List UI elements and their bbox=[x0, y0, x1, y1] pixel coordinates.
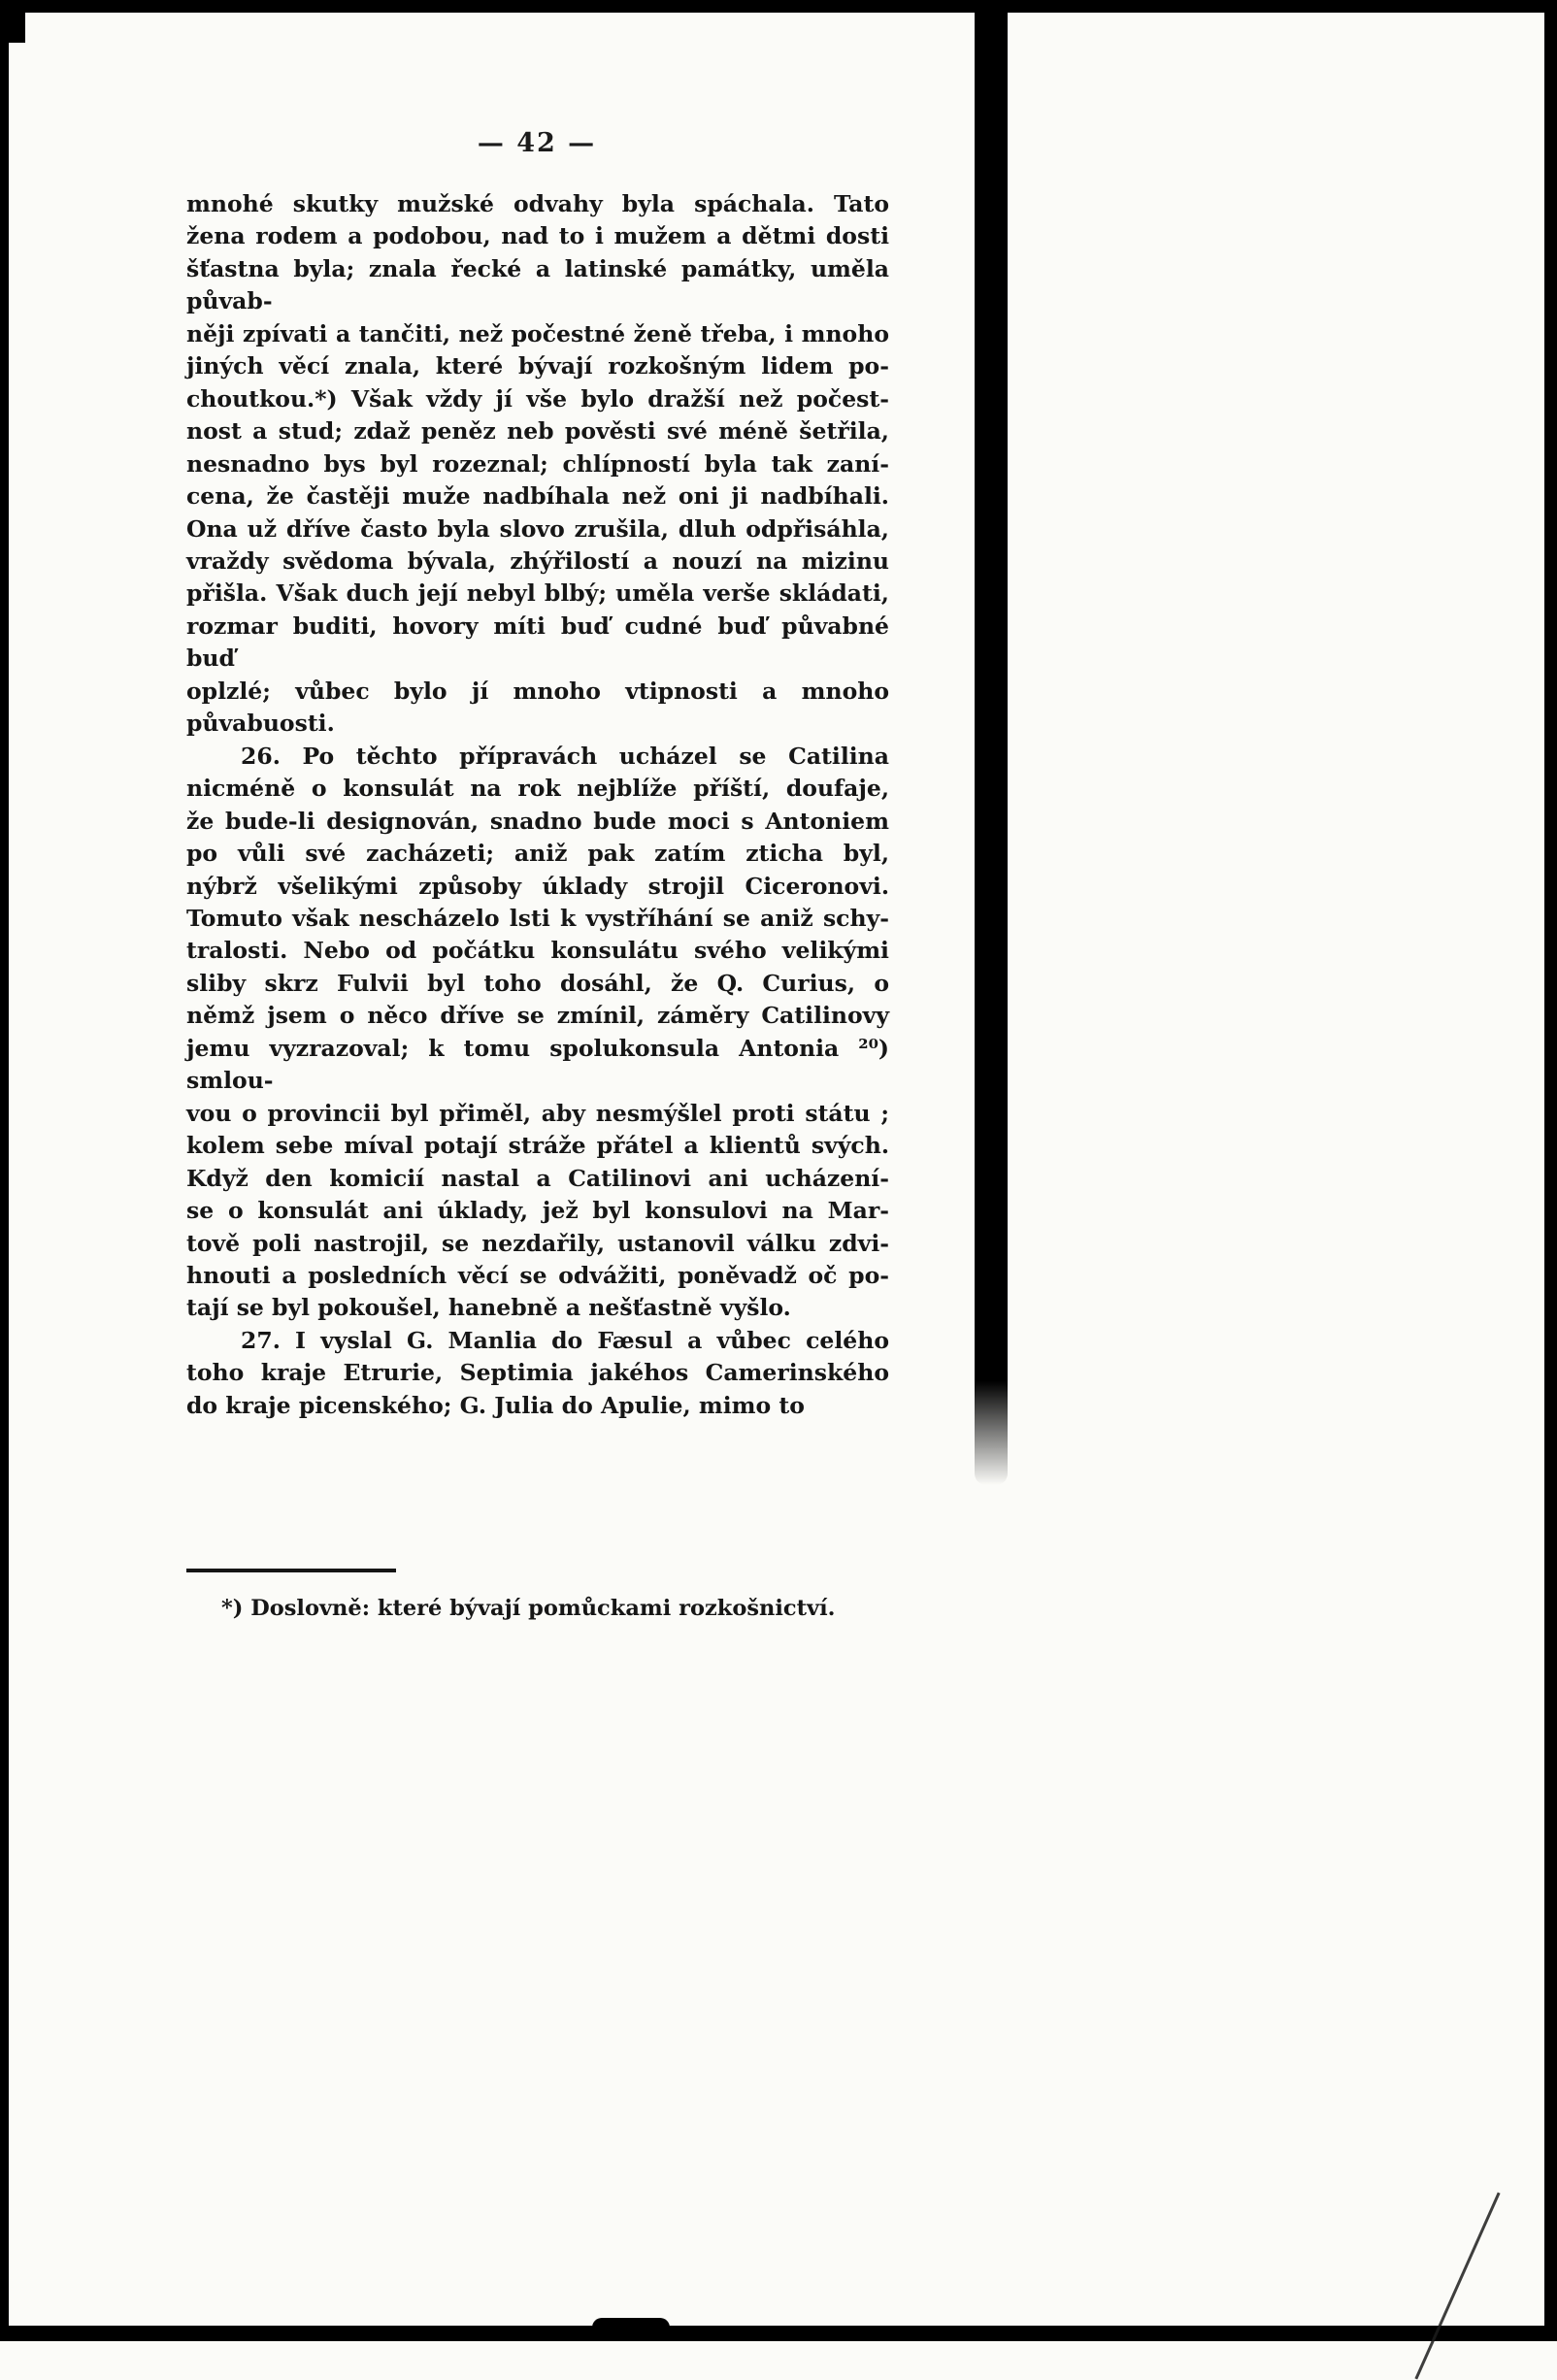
text-line: 27. I vyslal G. Manlia do Fæsul a vůbec celého bbox=[241, 1326, 889, 1354]
text-line: přišla. Však duch její nebyl blbý; uměla verše skládati, bbox=[186, 579, 889, 608]
text-line: 26. Po těchto přípravách ucházel se Catilina bbox=[241, 742, 889, 770]
scan-border-bottom bbox=[0, 2326, 1557, 2341]
text-line: tově poli nastrojil, se nezdařily, ustanovil válku zdvi- bbox=[186, 1229, 889, 1257]
text-line: něji zpívati a tančiti, než počestné ženě třeba, i mnoho bbox=[186, 319, 889, 347]
text-line: kolem sebe míval potají stráže přátel a klientů svých. bbox=[186, 1132, 889, 1160]
text-line: nýbrž všelikými způsoby úklady strojil Ciceronovi. bbox=[186, 872, 889, 900]
scan-border-right bbox=[1544, 0, 1557, 2341]
gutter-shadow bbox=[975, 0, 1008, 1485]
text-line: choutkou.*) Však vždy jí vše bylo dražší než počest- bbox=[186, 384, 889, 413]
text-line: vou o provincii byl přiměl, aby nesmýšlel proti státu ; bbox=[186, 1099, 889, 1127]
scan-scratch-artifact bbox=[1414, 2192, 1500, 2379]
text-line: sliby skrz Fulvii byl toho dosáhl, že Q. Curius, o bbox=[186, 969, 889, 997]
text-line: Ona už dříve často byla slovo zrušila, dluh odpřisáhla, bbox=[186, 514, 889, 543]
text-line: tají se byl pokoušel, hanebně a nešťastně vyšlo. bbox=[186, 1294, 791, 1322]
text-line: Tomuto však nescházelo lsti k vystříhání se aniž schy- bbox=[186, 904, 889, 932]
text-line: žena rodem a podobou, nad to i mužem a dětmi dosti bbox=[186, 222, 889, 250]
text-line: němž jsem o něco dříve se zmínil, záměry Catilinovy bbox=[186, 1002, 889, 1030]
scan-border-left bbox=[0, 0, 9, 2341]
text-line: nicméně o konsulát na rok nejblíže příští, doufaje, bbox=[186, 775, 889, 803]
scan-corner-artifact bbox=[0, 0, 25, 43]
text-line: tralosti. Nebo od počátku konsulátu svého velikými bbox=[186, 937, 889, 965]
text-line: jiných věcí znala, které bývají rozkošným lidem po- bbox=[186, 352, 889, 380]
scan-border-top bbox=[0, 0, 1557, 13]
text-line: nesnadno bys byl rozeznal; chlípností byla tak zaní- bbox=[186, 449, 889, 478]
text-line: Když den komicií nastal a Catilinovi ani ucházení- bbox=[186, 1164, 889, 1192]
text-line: že bude-li designován, snadno bude moci s Antoniem bbox=[186, 807, 889, 835]
footnote-rule bbox=[186, 1569, 396, 1572]
text-line: jemu vyzrazoval; k tomu spolukonsula Antonia ²⁰) smlou- bbox=[186, 1034, 889, 1095]
text-line: po vůli své zacházeti; aniž pak zatím zticha byl, bbox=[186, 840, 889, 868]
text-line: vraždy svědoma bývala, zhýřilostí a nouzí na mizinu bbox=[186, 546, 889, 575]
text-line: mnohé skutky mužské odvahy byla spáchala. Tato bbox=[186, 190, 889, 217]
text-line: rozmar buditi, hovory míti buď cudné buď půvabné buď bbox=[186, 612, 889, 673]
text-line: oplzlé; vůbec bylo jí mnoho vtipnosti a mnoho půvabuosti. bbox=[186, 677, 889, 738]
footnote: *) Doslovně: které bývají pomůckami rozkošnictví. bbox=[221, 1596, 836, 1621]
text-line: šťastna byla; znala řecké a latinské památky, uměla půvab- bbox=[186, 254, 889, 315]
text-line: toho kraje Etrurie, Septimia jakéhos Camerinského bbox=[186, 1359, 889, 1387]
page-number: — 42 — bbox=[477, 128, 597, 158]
text-line: nost a stud; zdaž peněz neb pověsti své méně šetřila, bbox=[186, 417, 889, 446]
text-block bbox=[186, 188, 889, 1422]
text-line: se o konsulát ani úklady, jež byl konsulovi na Mar- bbox=[186, 1197, 889, 1225]
text-line: do kraje picenského; G. Julia do Apulie, mimo to bbox=[186, 1391, 805, 1419]
text-line: hnouti a posledních věcí se odvážiti, poněvadž oč po- bbox=[186, 1261, 889, 1289]
text-line: cena, že častěji muže nadbíhala než oni ji nadbíhali. bbox=[186, 482, 889, 511]
scan-bottom-artifact bbox=[592, 2318, 670, 2341]
